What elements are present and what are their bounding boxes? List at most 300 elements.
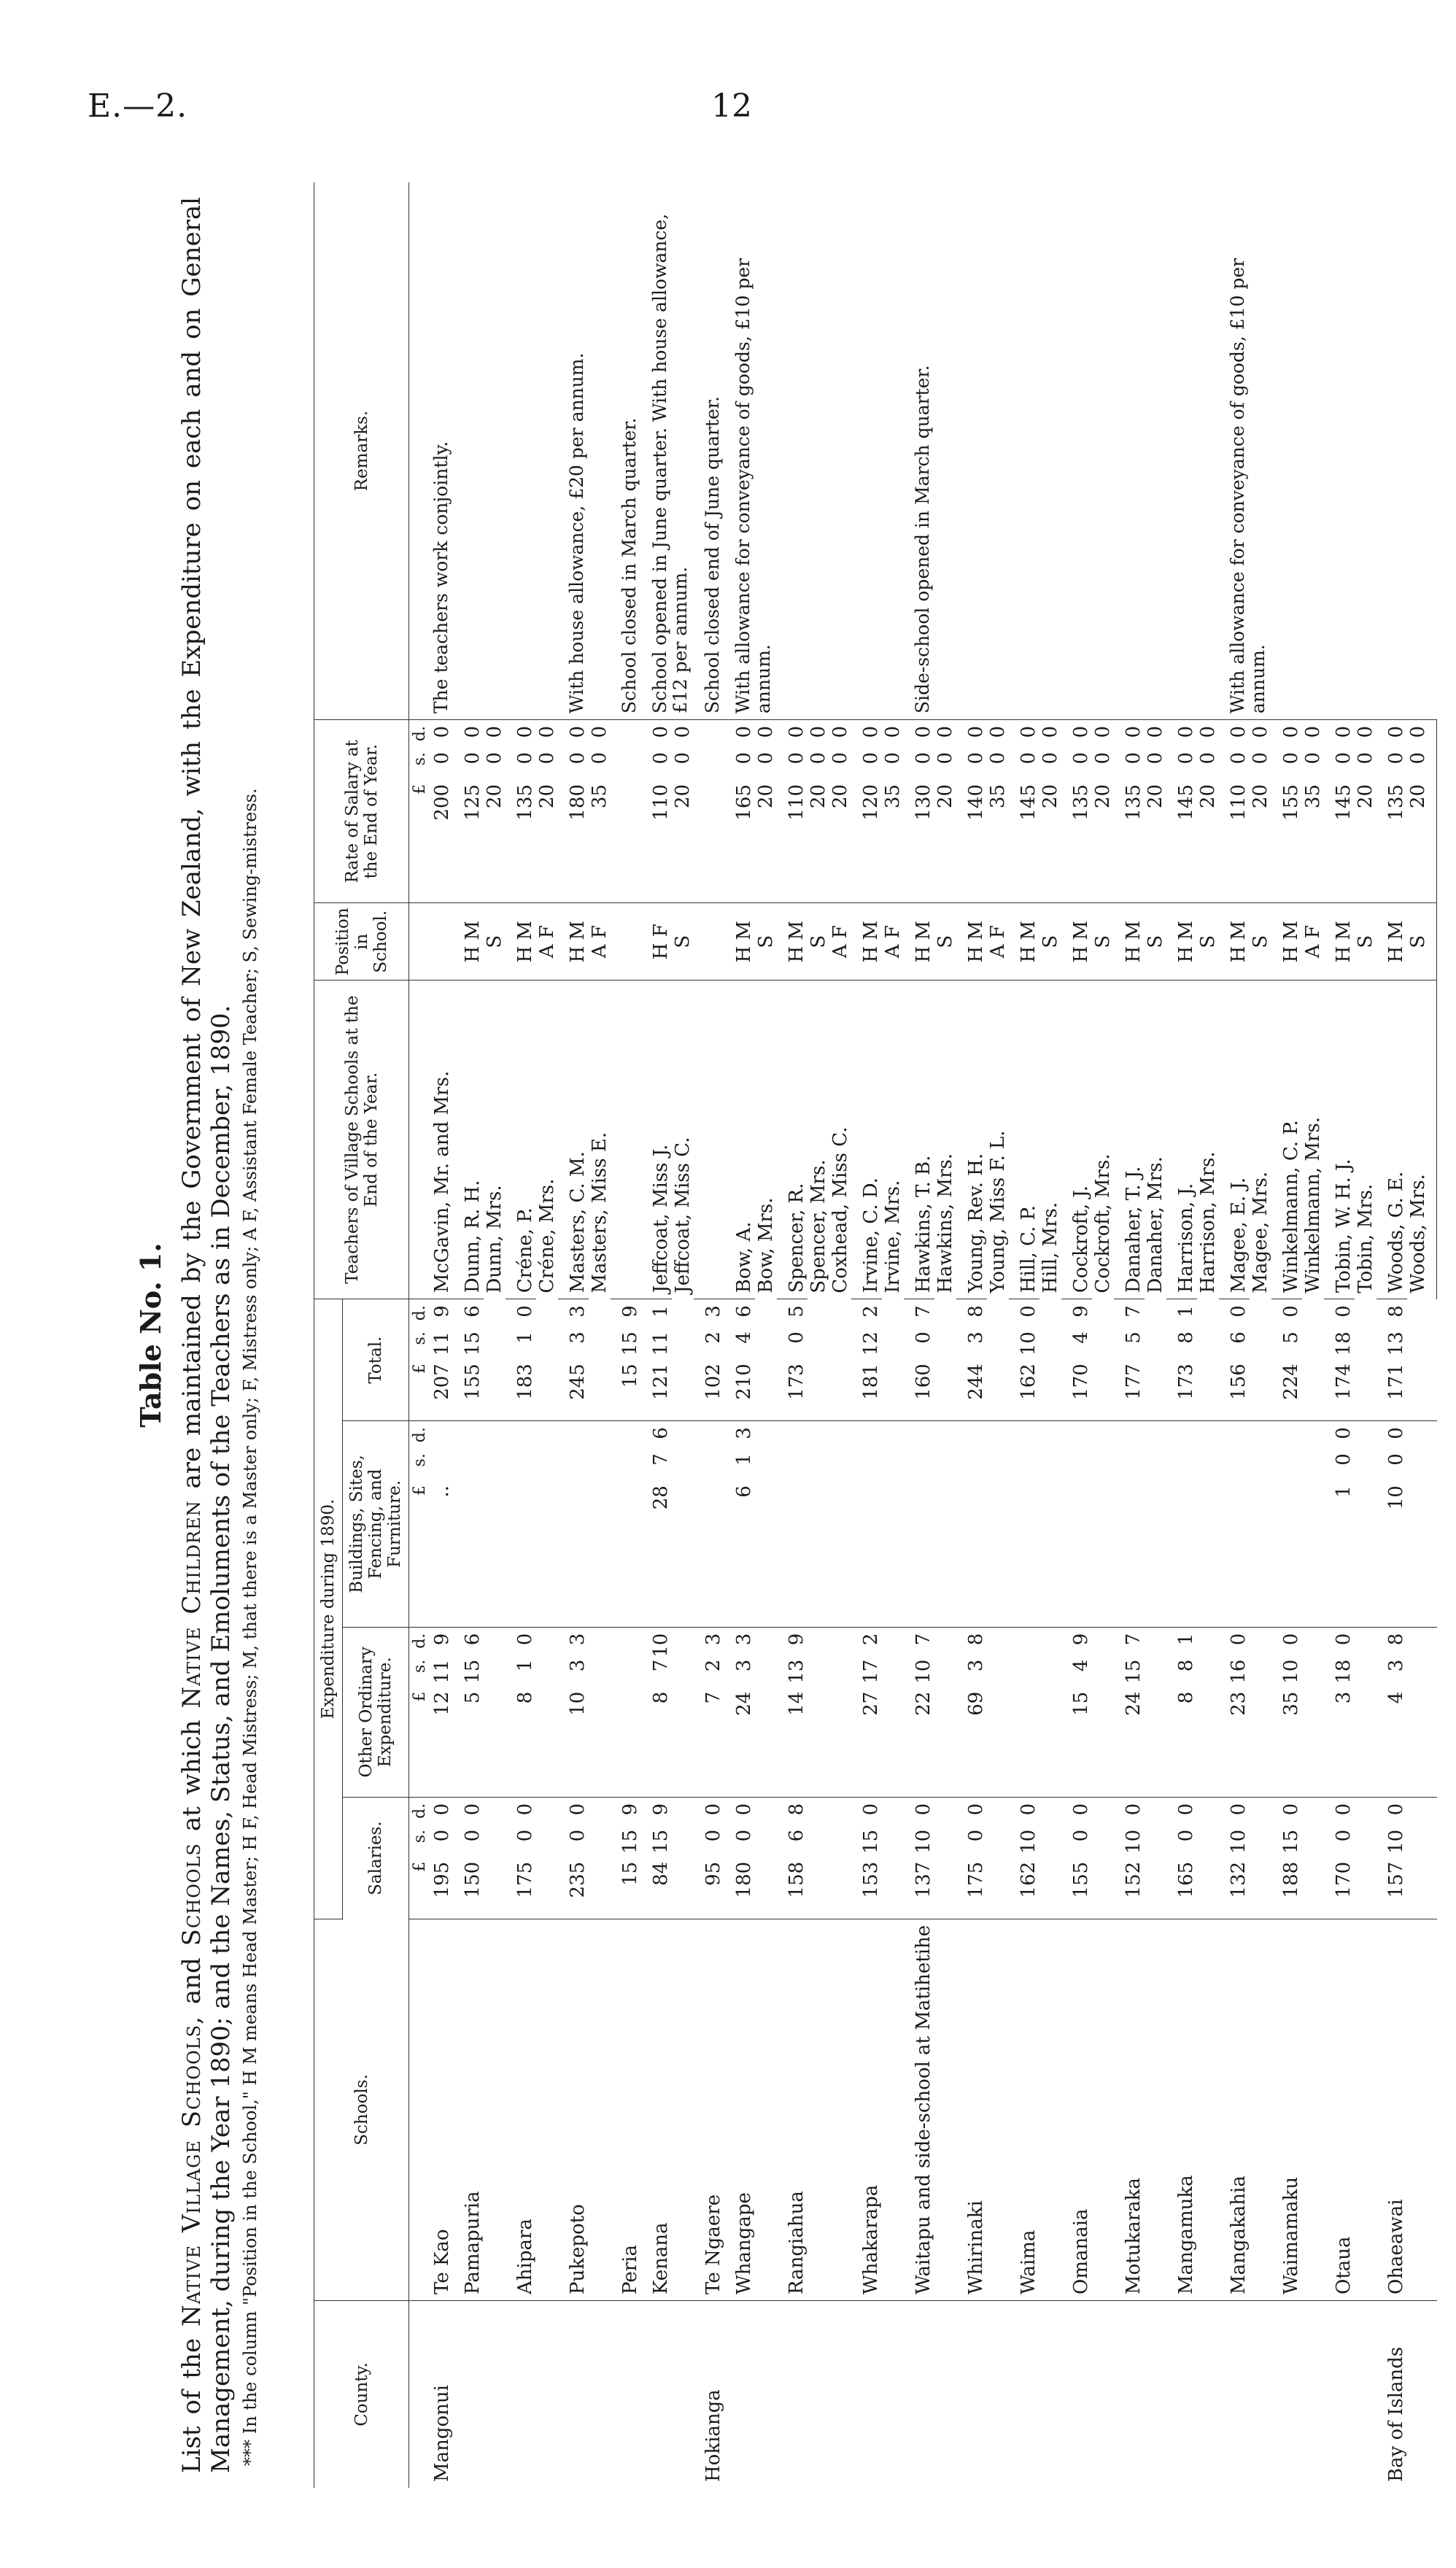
gap-cell	[724, 1421, 733, 1628]
salary-rate-cell-shillings: 0	[860, 752, 882, 765]
other-expenditure-cell-shillings: 11	[431, 1659, 453, 1684]
salary-rate-cell	[965, 720, 987, 903]
salaries-cell-shillings: 0	[1333, 1829, 1355, 1842]
gap-cell	[1219, 2301, 1228, 2488]
teacher-position: H M	[913, 903, 934, 981]
remarks-cell: School opened in June quarter. With house allowance, £12 per annum.	[650, 182, 694, 720]
other-expenditure-cell	[1333, 1627, 1376, 1797]
teacher-name: Danaher, Mrs.	[1145, 1156, 1166, 1293]
gap-cell	[453, 1919, 462, 2300]
gap-cell	[1324, 1299, 1333, 1421]
salary-rate-cell-shillings: 0	[1250, 752, 1271, 765]
salary-rate-cell-shillings: 0	[1175, 752, 1197, 765]
total-cell-pence: 6	[462, 1305, 484, 1318]
gap-cell	[1324, 2301, 1333, 2488]
remarks-cell	[786, 182, 851, 720]
gap-cell	[1324, 1797, 1333, 1919]
buildings-cell	[431, 1421, 453, 1628]
salary-rate-cell-pence: 0	[1175, 726, 1197, 738]
other-expenditure-cell-pence: 0	[1280, 1633, 1302, 1646]
salaries-cell-pounds: 165	[1175, 1861, 1197, 1898]
salary-rate-cell-shillings: 0	[934, 752, 956, 765]
intro-schools: Schools	[177, 1843, 206, 1946]
table-row	[786, 182, 808, 2488]
salary-rate-cell-pounds: 125	[462, 784, 484, 821]
total-cell	[650, 1299, 694, 1421]
other-expenditure-cell-pounds: 7	[702, 1691, 724, 1704]
row-gap	[777, 182, 786, 2488]
teacher-position: A F	[1302, 903, 1324, 981]
header-position: Position in School.	[314, 903, 409, 981]
teacher-name: Masters, Miss E.	[589, 1132, 611, 1293]
gap-cell	[1061, 1421, 1070, 1628]
salary-rate-cell-pence: 0	[672, 726, 694, 738]
units-salaries-p: £	[411, 1861, 429, 1872]
teacher-name: Cockroft, J.	[1070, 981, 1092, 1299]
teacher-name: Dunn, R. H.	[462, 981, 484, 1299]
salary-rate-cell	[1385, 720, 1407, 903]
buildings-cell-pounds: 10	[1385, 1485, 1407, 1510]
salary-rate-cell	[1302, 720, 1324, 903]
gap-cell	[1324, 1421, 1333, 1628]
other-expenditure-cell-pence: 3	[733, 1633, 755, 1646]
school-name: Waimamaku	[1280, 1919, 1324, 2300]
other-expenditure-cell-shillings: 15	[462, 1659, 484, 1684]
gap-cell	[1376, 720, 1385, 903]
salary-rate-cell-pounds: 35	[589, 784, 611, 809]
county-cell	[1123, 2301, 1166, 2488]
other-expenditure-cell	[1175, 1627, 1219, 1797]
salary-rate-cell-shillings: 0	[1385, 752, 1407, 765]
units-total-d: d.	[411, 1305, 429, 1321]
gap-cell	[1271, 1627, 1280, 1797]
gap-cell	[506, 2301, 514, 2488]
salary-rate-cell-pence: 0	[733, 726, 755, 738]
header-schools: Schools.	[314, 1919, 409, 2300]
table-row	[1018, 182, 1039, 2488]
buildings-cell	[733, 1421, 777, 1628]
salary-rate-cell-pounds: 35	[987, 784, 1009, 809]
gap-cell	[641, 2301, 650, 2488]
gap-cell	[1219, 903, 1228, 981]
gap-cell	[956, 1421, 965, 1628]
gap-cell	[904, 981, 913, 1299]
school-name: Whakarapa	[860, 1919, 904, 2300]
salaries-cell-pence: 0	[913, 1803, 934, 1816]
gap-cell	[453, 182, 462, 720]
gap-cell	[1271, 2301, 1280, 2488]
salary-rate-cell	[987, 720, 1009, 903]
county-cell	[733, 2301, 777, 2488]
other-expenditure-cell-pence: 8	[1385, 1633, 1407, 1646]
salary-rate-cell-pence: 0	[1070, 726, 1092, 738]
gap-cell	[956, 1797, 965, 1919]
total-cell-pence: 7	[913, 1305, 934, 1318]
gap-cell	[1009, 1919, 1018, 2300]
teacher-name: Irvine, Mrs.	[882, 1180, 904, 1293]
salary-rate-cell-pence: 0	[536, 726, 558, 738]
salary-rate-cell-shillings: 0	[755, 752, 777, 765]
other-expenditure-cell-pence: 7	[1123, 1633, 1145, 1646]
teacher-name: Tobin, W. H. J.	[1333, 981, 1355, 1299]
other-expenditure-cell	[860, 1627, 904, 1797]
buildings-cell	[1333, 1421, 1376, 1628]
header-county: County.	[314, 2301, 409, 2488]
teacher-name: McGavin, Mr. and Mrs.	[431, 981, 453, 1299]
teacher-name: Winkelmann, Mrs.	[1302, 1117, 1324, 1293]
table-row	[913, 182, 934, 2488]
county-cell	[1070, 2301, 1114, 2488]
gap-cell	[777, 720, 786, 903]
school-name: Ohaeawai	[1385, 1919, 1437, 2300]
gap-cell	[904, 903, 913, 981]
table-row	[1070, 182, 1092, 2488]
salary-rate-cell-pounds: 35	[882, 784, 904, 809]
buildings-cell-pounds: 1	[1333, 1485, 1355, 1498]
total-cell-shillings: 4	[733, 1331, 755, 1344]
units-buildings-d: d.	[411, 1427, 429, 1443]
teacher-position: A F	[536, 903, 558, 981]
salary-rate-cell-pounds: 20	[808, 784, 829, 809]
salaries-cell	[1228, 1797, 1271, 1919]
gap-cell	[1009, 182, 1018, 720]
total-cell-pounds: 181	[860, 1364, 882, 1400]
county-cell	[965, 2301, 1009, 2488]
units-remarks-blank	[409, 182, 432, 720]
salary-rate-cell-pounds: 135	[1070, 784, 1092, 821]
total-cell-pence: 0	[1018, 1305, 1039, 1318]
teacher-position: S	[934, 903, 956, 981]
salary-rate-cell-shillings: 0	[567, 752, 589, 765]
remarks-cell: With allowance for conveyance of goods, £10 per annum.	[733, 182, 777, 720]
gap-cell	[1061, 1627, 1070, 1797]
other-expenditure-cell-pounds: 27	[860, 1691, 882, 1716]
total-cell-pence: 0	[1333, 1305, 1355, 1318]
units-position-blank	[409, 903, 432, 981]
salaries-cell-pence: 0	[567, 1803, 589, 1816]
teacher-position: S	[1197, 903, 1219, 981]
salaries-cell-pence: 0	[860, 1803, 882, 1816]
remarks-cell	[965, 182, 1009, 720]
gap-cell	[1114, 1421, 1123, 1628]
units-other-s: s.	[411, 1659, 429, 1673]
buildings-cell	[514, 1421, 558, 1628]
gap-cell	[1271, 1421, 1280, 1628]
table-row	[860, 182, 882, 2488]
row-gap	[1324, 182, 1333, 2488]
remarks-cell	[1070, 182, 1114, 720]
other-expenditure-cell-shillings: 10	[1280, 1659, 1302, 1684]
teacher-position: S	[755, 903, 777, 981]
salaries-cell-shillings: 0	[965, 1829, 987, 1842]
salaries-cell-pounds: 153	[860, 1861, 882, 1898]
header-other-expenditure: Other Ordinary Expenditure.	[343, 1627, 409, 1797]
intro-native-children: Native Children	[177, 1500, 206, 1709]
total-cell-pence: 3	[567, 1305, 589, 1318]
units-teachers-blank	[409, 981, 432, 1299]
total-cell-pounds: 173	[1175, 1364, 1197, 1400]
gap-cell	[1219, 1299, 1228, 1421]
salaries-cell-shillings: 10	[1123, 1829, 1145, 1854]
gap-cell	[777, 2301, 786, 2488]
teacher-name: Bow, Mrs.	[755, 1197, 777, 1293]
salary-rate-cell	[1407, 720, 1437, 903]
buildings-cell-pounds: 28	[650, 1485, 672, 1510]
gap-cell	[1219, 981, 1228, 1299]
gap-cell	[904, 1627, 913, 1797]
total-cell-shillings: 0	[786, 1331, 808, 1344]
teacher-position: H M	[1070, 903, 1092, 981]
other-expenditure-cell-shillings: 3	[733, 1659, 755, 1672]
total-cell-shillings: 12	[860, 1331, 882, 1356]
table-row	[1228, 182, 1250, 2488]
row-gap	[1061, 182, 1070, 2488]
salaries-cell-pence: 0	[965, 1803, 987, 1816]
total-cell-shillings: 4	[1070, 1331, 1092, 1344]
other-expenditure-cell-pounds: 24	[1123, 1691, 1145, 1716]
gap-cell	[1271, 1797, 1280, 1919]
salaries-cell	[1070, 1797, 1114, 1919]
gap-cell	[851, 1797, 860, 1919]
buildings-cell	[1280, 1421, 1324, 1628]
teacher-position: H M	[1228, 903, 1250, 981]
total-cell-shillings: 5	[1123, 1331, 1145, 1344]
other-expenditure-cell-pence: 0	[1333, 1633, 1355, 1646]
buildings-cell	[913, 1421, 956, 1628]
salaries-cell-pence: 0	[462, 1803, 484, 1816]
other-expenditure-cell	[1280, 1627, 1324, 1797]
salaries-cell-shillings: 6	[786, 1829, 808, 1842]
teacher-position: A F	[987, 903, 1009, 981]
salary-rate-cell	[1070, 720, 1092, 903]
salary-rate-cell	[514, 720, 536, 903]
gap-cell	[694, 1627, 702, 1797]
gap-cell	[453, 981, 462, 1299]
county-cell	[1280, 2301, 1324, 2488]
gap-cell	[1009, 903, 1018, 981]
other-expenditure-cell-shillings: 18	[1333, 1659, 1355, 1684]
county-cell	[514, 2301, 558, 2488]
page-reference: E.—2.	[88, 88, 188, 125]
gap-cell	[1376, 981, 1385, 1299]
salary-rate-cell-shillings: 0	[1092, 752, 1114, 765]
salary-rate-cell	[702, 720, 724, 903]
other-expenditure-cell	[619, 1627, 641, 1797]
row-gap	[1009, 182, 1018, 2488]
county-cell	[913, 2301, 956, 2488]
gap-cell	[453, 1797, 462, 1919]
row-gap	[1271, 182, 1280, 2488]
salaries-cell	[733, 1797, 777, 1919]
salaries-cell-pence: 0	[1333, 1803, 1355, 1816]
other-expenditure-cell-shillings: 15	[1123, 1659, 1145, 1684]
buildings-cell-pence: 0	[1385, 1427, 1407, 1439]
salary-rate-cell-pounds: 135	[1385, 784, 1407, 821]
salary-rate-cell-pounds: 20	[1039, 784, 1061, 809]
salaries-cell	[1333, 1797, 1376, 1919]
teacher-name: Masters, C. M.	[567, 981, 589, 1299]
gap-cell	[694, 903, 702, 981]
salary-rate-cell	[1228, 720, 1250, 903]
buildings-cell-pence: 3	[733, 1427, 755, 1439]
gap-cell	[1166, 903, 1175, 981]
gap-cell	[558, 1299, 567, 1421]
other-expenditure-cell-shillings: 3	[567, 1659, 589, 1672]
gap-cell	[558, 1919, 567, 2300]
gap-cell	[777, 1627, 786, 1797]
gap-cell	[641, 1299, 650, 1421]
gap-cell	[1114, 1797, 1123, 1919]
gap-cell	[558, 1797, 567, 1919]
gap-cell	[1061, 1299, 1070, 1421]
gap-cell	[956, 981, 965, 1299]
teacher-name: Créne, P.	[514, 981, 536, 1299]
gap-cell	[1376, 182, 1385, 720]
salaries-cell-shillings: 0	[1070, 1829, 1092, 1842]
school-name: Pamapuria	[462, 1919, 506, 2300]
teacher-name: Irvine, C. D.	[860, 981, 882, 1299]
salaries-cell	[965, 1797, 1009, 1919]
other-expenditure-cell-pence: 3	[567, 1633, 589, 1646]
teacher-position: S	[484, 903, 506, 981]
other-expenditure-cell-pounds: 14	[786, 1691, 808, 1716]
other-expenditure-cell	[514, 1627, 558, 1797]
salaries-cell-pounds: 180	[733, 1861, 755, 1898]
school-name: Ahipara	[514, 1919, 558, 2300]
salary-rate-cell-shillings: 0	[536, 752, 558, 765]
salary-rate-cell-pence: 0	[1197, 726, 1219, 738]
county-cell	[619, 2301, 641, 2488]
total-cell-pence: 9	[1070, 1305, 1092, 1318]
salaries-cell	[567, 1797, 611, 1919]
remarks-cell: With allowance for conveyance of goods, £10 per annum.	[1228, 182, 1271, 720]
salary-rate-cell-shillings: 0	[650, 752, 672, 765]
table-row	[1280, 182, 1302, 2488]
salary-rate-cell-shillings: 0	[829, 752, 851, 765]
teacher-position	[702, 903, 724, 981]
gap-cell	[453, 903, 462, 981]
table-row	[619, 182, 641, 2488]
salary-rate-cell-pence: 0	[1228, 726, 1250, 738]
intro-rest: are maintained by the Government of New Zealand, with the Expenditure on each and on General Management, during the Year 1890; and the Names, Status, and Emoluments of the Teachers as in December, 1890.	[177, 197, 236, 2473]
gap-cell	[777, 1797, 786, 1919]
salaries-cell-shillings: 0	[567, 1829, 589, 1842]
teacher-name: Magee, E. J.	[1228, 981, 1250, 1299]
other-expenditure-cell	[733, 1627, 777, 1797]
salaries-cell-pence: 0	[514, 1803, 536, 1816]
total-cell-pence: 9	[619, 1305, 641, 1318]
position-legend-note: *** In the column "Position in the School," H M means Head Master; H F, Head Mistress; M, that there is a Master only; F, Mistress only; A F, Assistant Female Teacher; S, Sewing-mistress.	[240, 788, 260, 2466]
salaries-cell-pounds: 137	[913, 1861, 934, 1898]
total-cell-pounds: 15	[619, 1364, 641, 1388]
remarks-cell	[462, 182, 506, 720]
other-expenditure-cell-shillings: 17	[860, 1659, 882, 1684]
gap-cell	[694, 1299, 702, 1421]
gap-cell	[694, 1421, 702, 1628]
salaries-cell-pounds: 155	[1070, 1861, 1092, 1898]
teacher-position: H M	[462, 903, 484, 981]
county-cell: Bay of Islands	[1385, 2346, 1407, 2482]
other-expenditure-cell	[1123, 1627, 1166, 1797]
gap-cell	[1166, 720, 1175, 903]
page-header	[0, 0, 1456, 168]
buildings-cell	[1018, 1421, 1061, 1628]
salary-rate-cell-shillings: 0	[1123, 752, 1145, 765]
buildings-cell-pounds: 6	[733, 1485, 755, 1498]
gap-cell	[851, 1919, 860, 2300]
gap-cell	[1376, 1919, 1385, 2300]
gap-cell	[777, 903, 786, 981]
salary-rate-cell-shillings: 0	[1039, 752, 1061, 765]
gap-cell	[724, 1919, 733, 2300]
total-cell-shillings: 2	[702, 1331, 724, 1344]
gap-cell	[1324, 1627, 1333, 1797]
table-row	[1175, 182, 1197, 2488]
salaries-cell-pence: 0	[1385, 1803, 1407, 1816]
total-cell	[1333, 1299, 1376, 1421]
salaries-cell	[1123, 1797, 1166, 1919]
other-expenditure-cell-pence: 9	[431, 1633, 453, 1646]
salary-rate-cell	[913, 720, 934, 903]
gap-cell	[1166, 182, 1175, 720]
salary-rate-cell	[462, 720, 484, 903]
salaries-cell-pounds: 15	[619, 1861, 641, 1886]
teacher-name: Hawkins, Mrs.	[934, 1153, 956, 1293]
gap-cell	[1114, 182, 1123, 720]
gap-cell	[1061, 720, 1070, 903]
salary-rate-cell-shillings: 0	[1228, 752, 1250, 765]
salary-rate-cell-shillings: 0	[733, 752, 755, 765]
table-intro	[177, 197, 236, 2473]
salaries-cell-shillings: 15	[860, 1829, 882, 1854]
total-cell-shillings: 5	[1280, 1331, 1302, 1344]
salary-rate-cell-pence: 0	[462, 726, 484, 738]
total-cell-pounds: 224	[1280, 1364, 1302, 1400]
total-cell-shillings: 13	[1385, 1331, 1407, 1356]
salary-rate-cell	[786, 720, 808, 903]
gap-cell	[1114, 1627, 1123, 1797]
salary-rate-cell-pence: 0	[1333, 726, 1355, 738]
teacher-name: Harrison, J.	[1175, 981, 1197, 1299]
salaries-cell	[786, 1797, 851, 1919]
salary-rate-cell-pence: 0	[1355, 726, 1376, 738]
salaries-cell-pence: 9	[650, 1803, 672, 1816]
other-expenditure-cell-pounds: 69	[965, 1691, 987, 1716]
county-cell	[650, 2301, 694, 2488]
total-cell	[431, 1299, 453, 1421]
gap-cell	[956, 903, 965, 981]
other-expenditure-cell-shillings: 16	[1228, 1659, 1250, 1684]
schools-table	[314, 182, 1437, 2488]
table-row	[567, 182, 589, 2488]
gap-cell	[956, 182, 965, 720]
salary-rate-cell-pence: 0	[965, 726, 987, 738]
other-expenditure-cell-pounds: 24	[733, 1691, 755, 1716]
salary-rate-cell-pounds: 20	[1355, 784, 1376, 809]
gap-cell	[1166, 1919, 1175, 2300]
teacher-position	[431, 903, 453, 981]
salary-rate-cell-pounds: 135	[514, 784, 536, 821]
school-name: Pukepoto	[567, 1919, 611, 2300]
salary-rate-cell-pence: 0	[1018, 726, 1039, 738]
total-cell-pounds: 160	[913, 1364, 934, 1400]
salary-rate-cell	[1197, 720, 1219, 903]
other-expenditure-cell-pounds: 3	[1333, 1691, 1355, 1704]
gap-cell	[641, 1627, 650, 1797]
gap-cell	[1009, 981, 1018, 1299]
salaries-cell-pence: 0	[1123, 1803, 1145, 1816]
salary-rate-cell-pence: 0	[514, 726, 536, 738]
